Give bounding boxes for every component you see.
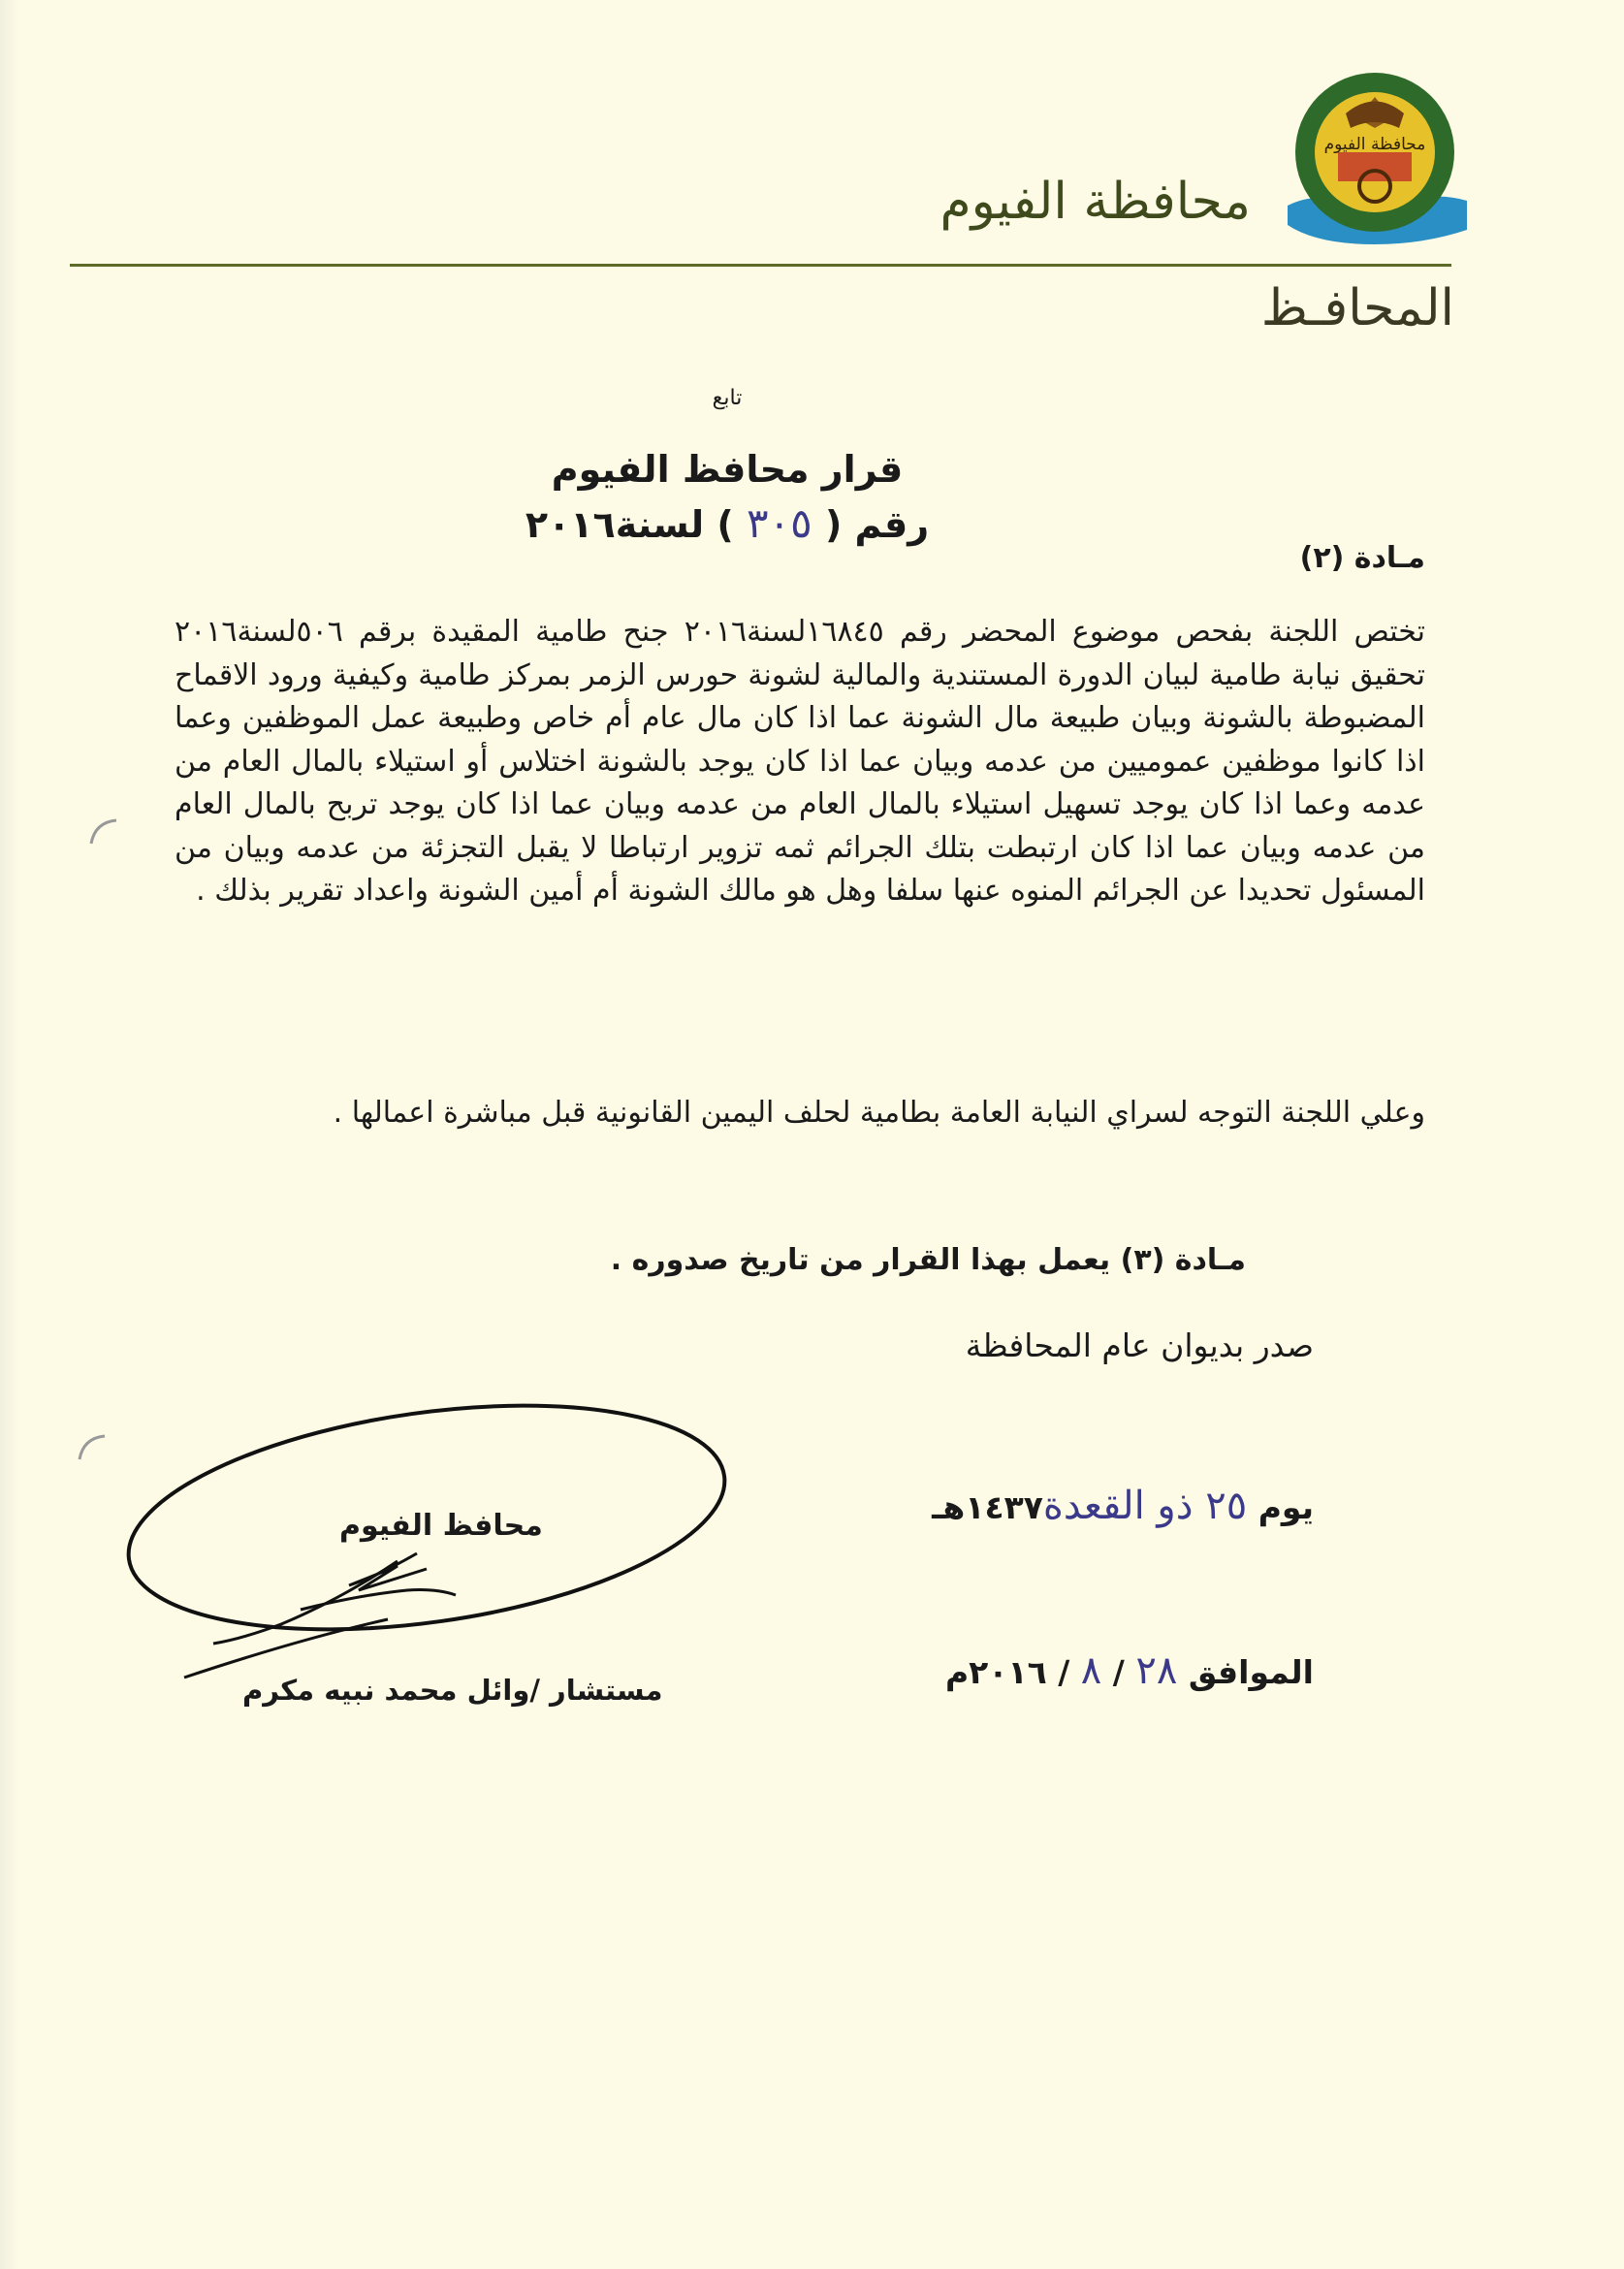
hijri-date — [932, 1484, 1314, 1528]
header-divider — [70, 264, 1451, 267]
continuation-label: تابع — [712, 386, 743, 410]
hijri-handwritten: ٢٥ ذو القعدة — [1042, 1484, 1248, 1528]
punch-hole-top — [87, 815, 130, 857]
office-title: المحافـظ — [1260, 279, 1454, 337]
issued-line: صدر بديوان عام المحافظة — [965, 1326, 1314, 1364]
gregorian-date — [945, 1648, 1314, 1693]
decision-number-suffix: ) لسنة٢٠١٦ — [525, 503, 734, 546]
greg-month-handwritten: ٨ — [1080, 1648, 1102, 1693]
article-3: مـادة (٣) يعمل بهذا القرار من تاريخ صدوره . — [610, 1243, 1246, 1277]
decision-number-prefix: رقم ( — [824, 503, 930, 546]
greg-separator: / — [1112, 1653, 1125, 1691]
signature — [107, 1396, 727, 1707]
signatory-name: مستشار /وائل محمد نبيه مكرم — [242, 1674, 663, 1707]
logo-text: محافظة الفيوم — [1323, 135, 1426, 154]
article-2-paragraph-2: وعلي اللجنة التوجه لسراي النيابة العامة بطامية لحلف اليمين القانونية قبل مباشرة اعمالها . — [333, 1096, 1425, 1130]
hijri-suffix: ١٤٣٧هـ — [932, 1488, 1043, 1526]
greg-day-handwritten: ٢٨ — [1135, 1648, 1178, 1693]
governorate-logo — [1278, 60, 1472, 254]
signatory-title: محافظ الفيوم — [339, 1509, 543, 1543]
punch-hole-bottom — [76, 1430, 118, 1473]
greg-prefix: الموافق — [1188, 1653, 1314, 1691]
paper-edge — [0, 0, 17, 2269]
governorate-title: محافظة الفيوم — [939, 173, 1251, 231]
decision-title: قرار محافظ الفيوم — [551, 448, 904, 491]
decision-number — [485, 499, 970, 547]
article-2-heading: مـادة (٢) — [1299, 541, 1425, 575]
hijri-prefix: يوم — [1258, 1488, 1314, 1526]
article-2-paragraph: تختص اللجنة بفحص موضوع المحضر رقم ١٦٨٤٥لسنة٢٠١٦ جنح طامية المقيدة برقم ٥٠٦لسنة٢٠١٦ تحقيق نيابة طامية لبيان الدورة المستندية والمالية لشونة حورس الزمر بمركز طامية وكيفية ورود الاقماح المضبوطة بالشونة وبيان طبيعة مال الشونة عما اذا كان مال عام أم خاص وطبيعة عمل الموظفين وعما اذا كانوا موظفين عموميين من عدمه وبيان عما اذا كان يوجد بالشونة اختلاس أو استيلاء بالمال العام من عدمه وعما اذا كان يوجد تسهيل استيلاء بالمال العام من عدمه وبيان عما اذا كان يوجد تربح بالمال العام من عدمه وبيان عما اذا كان ارتبطت بتلك الجرائم ثمه تزوير ارتباطا لا يقبل التجزئة من عدمه وبيان من المسئول تحديدا عن الجرائم المنوه عنها سلفا وهل هو مالك الشونة أم أمين الشونة واعداد تقرير بذلك . — [175, 615, 1426, 908]
decision-number-handwritten: ٣٠٥ — [747, 499, 812, 547]
greg-suffix: / ٢٠١٦م — [944, 1653, 1070, 1691]
